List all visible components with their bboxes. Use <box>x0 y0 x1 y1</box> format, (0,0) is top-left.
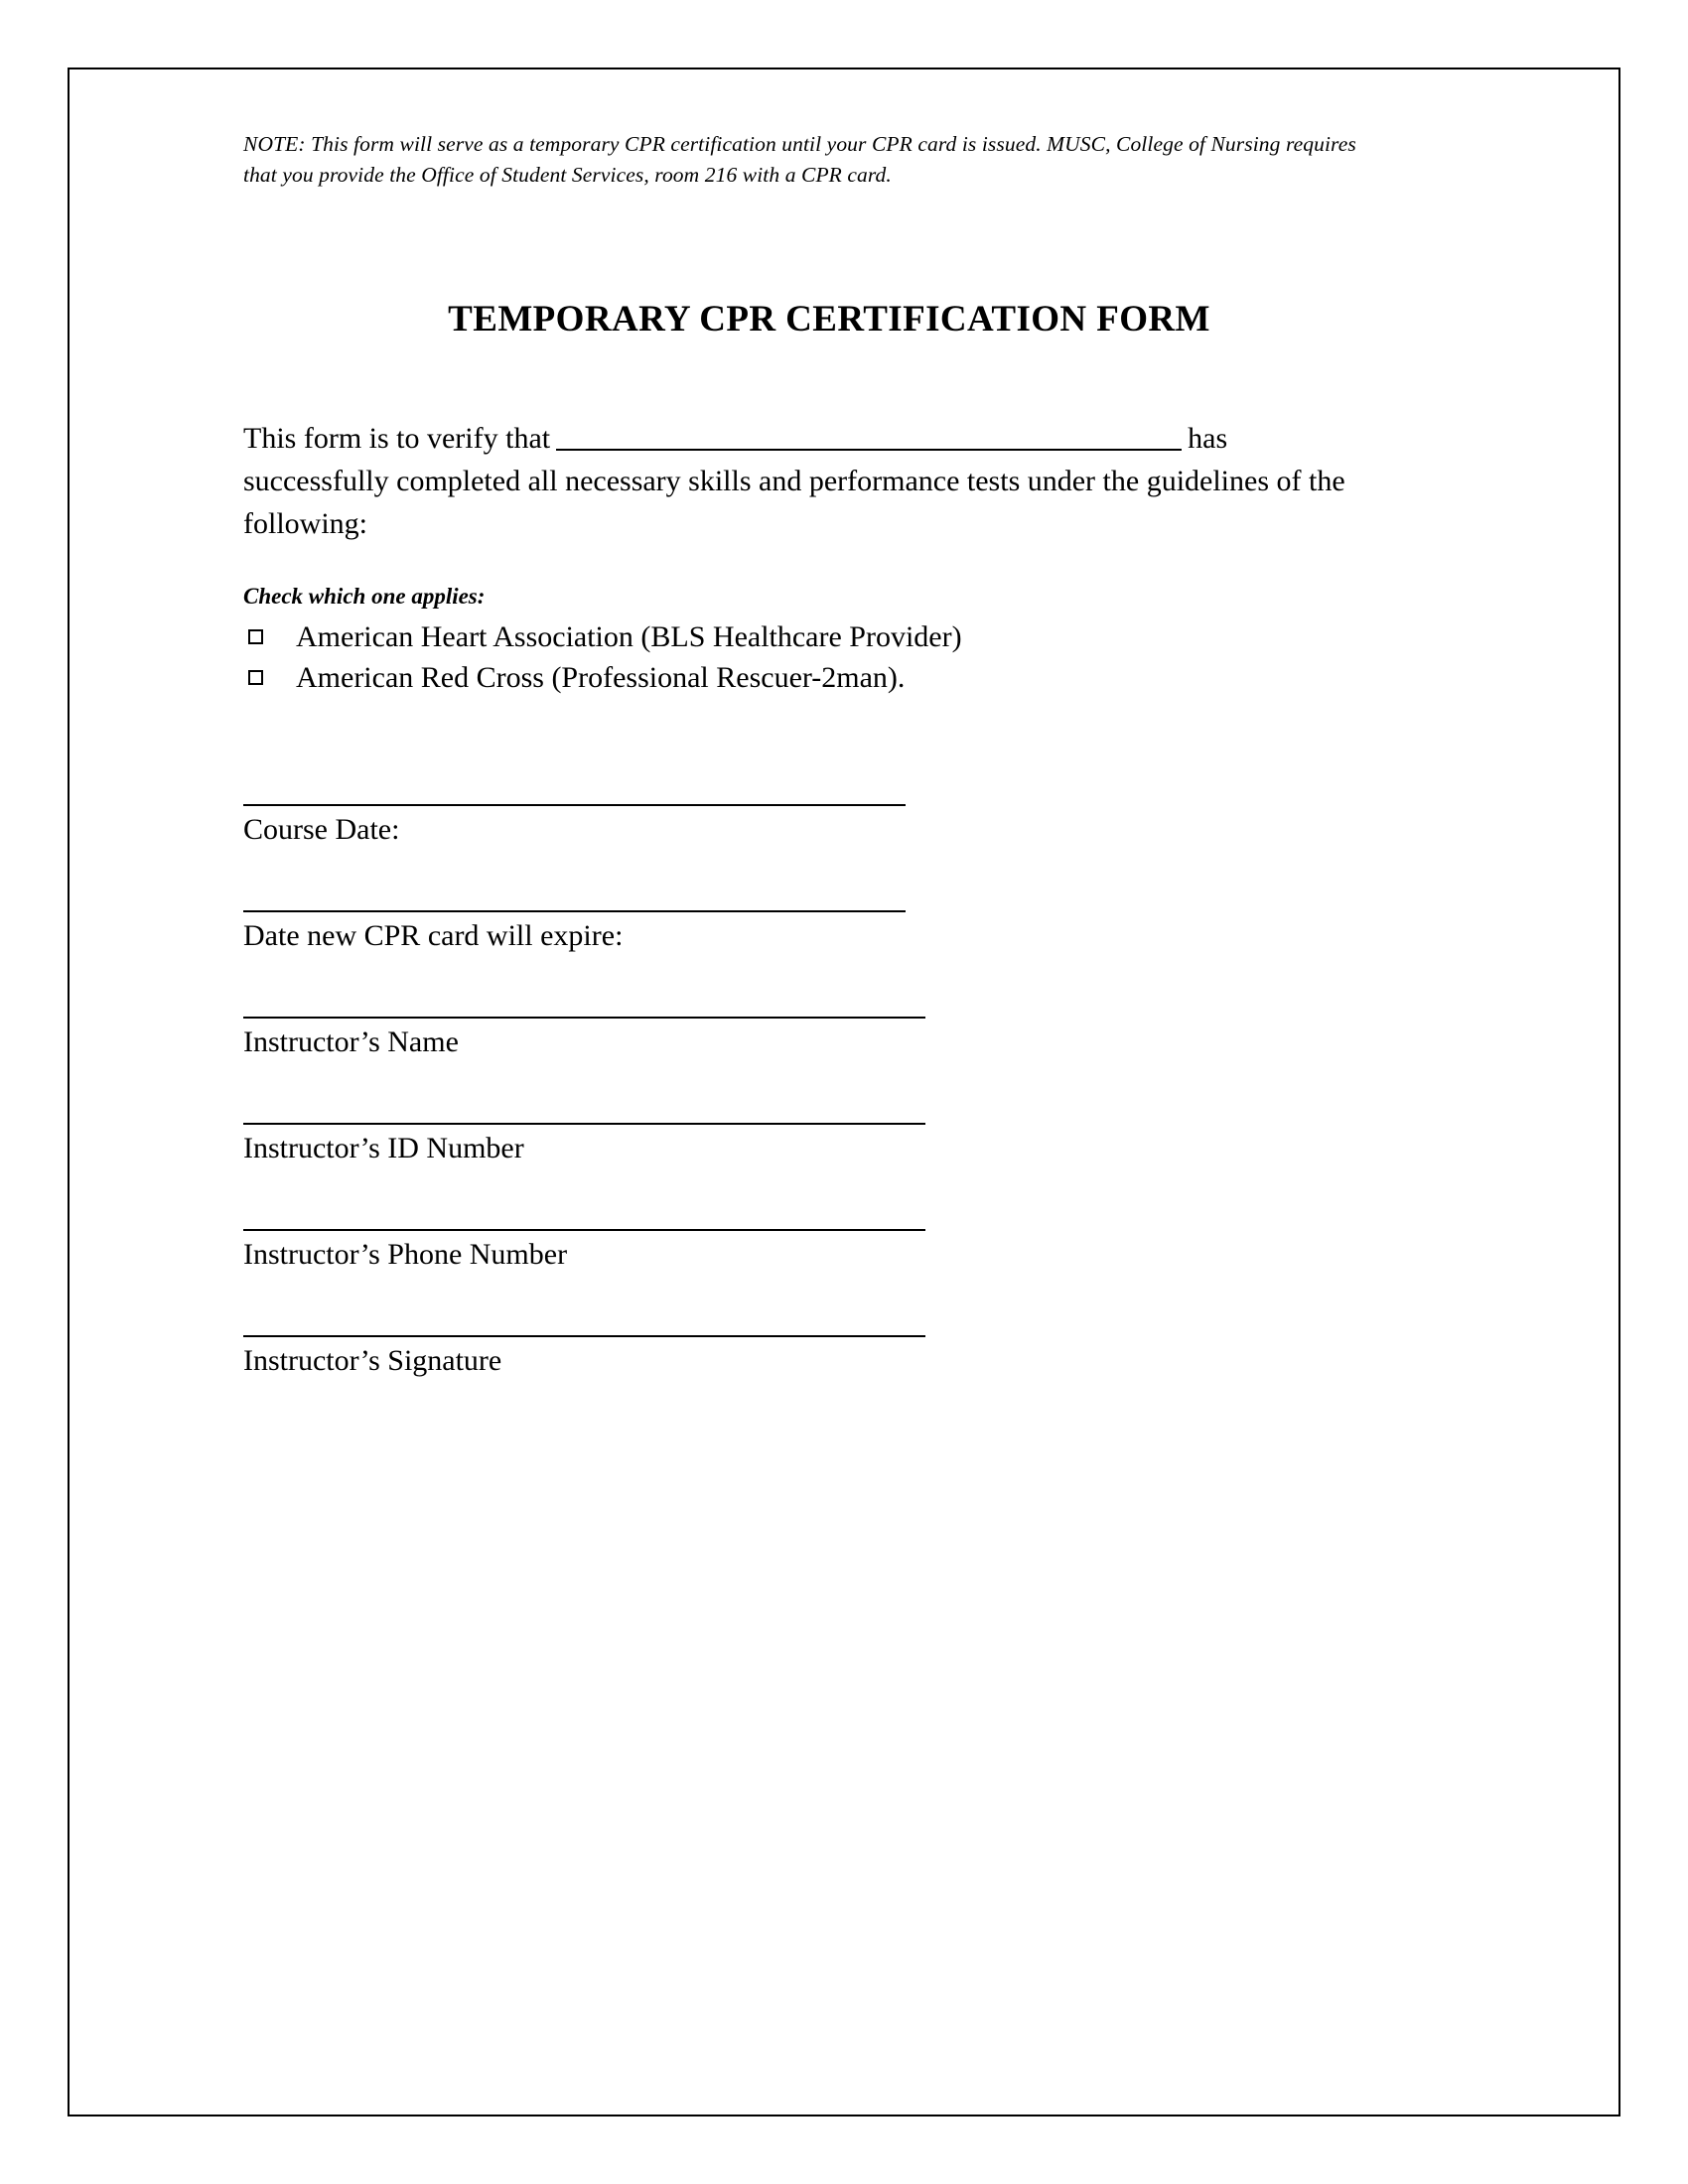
verify-text-after-blank: has successfully completed all necessary skills and performance tests under the guidelines of the following: <box>243 422 1345 540</box>
note-paragraph: NOTE: This form will serve as a temporary CPR certification until your CPR card is issued. MUSC, College of Nursing requires that you provide the Office of Student Services, room 216 with a CPR card. <box>243 132 1356 187</box>
field-course-date <box>243 804 1455 847</box>
instructor-id-input-line[interactable] <box>243 1123 925 1125</box>
checkbox-icon[interactable] <box>248 670 263 685</box>
list-item[interactable] <box>243 657 1455 698</box>
course-date-label: Course Date: <box>243 813 400 846</box>
checkbox-icon[interactable] <box>248 629 263 644</box>
student-name-blank[interactable] <box>556 424 1182 451</box>
instructor-signature-label: Instructor’s Signature <box>243 1344 502 1377</box>
expiration-date-input-line[interactable] <box>243 910 906 912</box>
instructor-phone-input-line[interactable] <box>243 1229 925 1231</box>
certification-option-list <box>243 616 1455 698</box>
instructor-id-label: Instructor’s ID Number <box>243 1132 524 1164</box>
instructor-signature-input-line[interactable] <box>243 1335 925 1337</box>
field-instructor-phone <box>243 1229 1455 1272</box>
list-item[interactable] <box>243 616 1455 657</box>
check-instruction-heading: Check which one applies: <box>243 584 486 609</box>
field-instructor-name <box>243 1017 1455 1059</box>
field-instructor-id <box>243 1123 1455 1165</box>
checkbox-label-arc: American Red Cross (Professional Rescuer-2man). <box>296 660 906 694</box>
field-expiration-date <box>243 910 1455 953</box>
field-instructor-signature <box>243 1335 1455 1378</box>
course-date-input-line[interactable] <box>243 804 906 806</box>
verification-paragraph <box>243 417 1355 545</box>
instructor-name-input-line[interactable] <box>243 1017 925 1019</box>
expiration-date-label: Date new CPR card will expire: <box>243 919 624 952</box>
page-title: TEMPORARY CPR CERTIFICATION FORM <box>448 299 1210 340</box>
checkbox-label-aha: American Heart Association (BLS Healthcare Provider) <box>296 619 962 653</box>
instructor-phone-label: Instructor’s Phone Number <box>243 1238 568 1271</box>
instructor-name-label: Instructor’s Name <box>243 1025 459 1058</box>
document-content <box>243 129 1455 1378</box>
verify-text-before-blank: This form is to verify that <box>243 422 551 455</box>
